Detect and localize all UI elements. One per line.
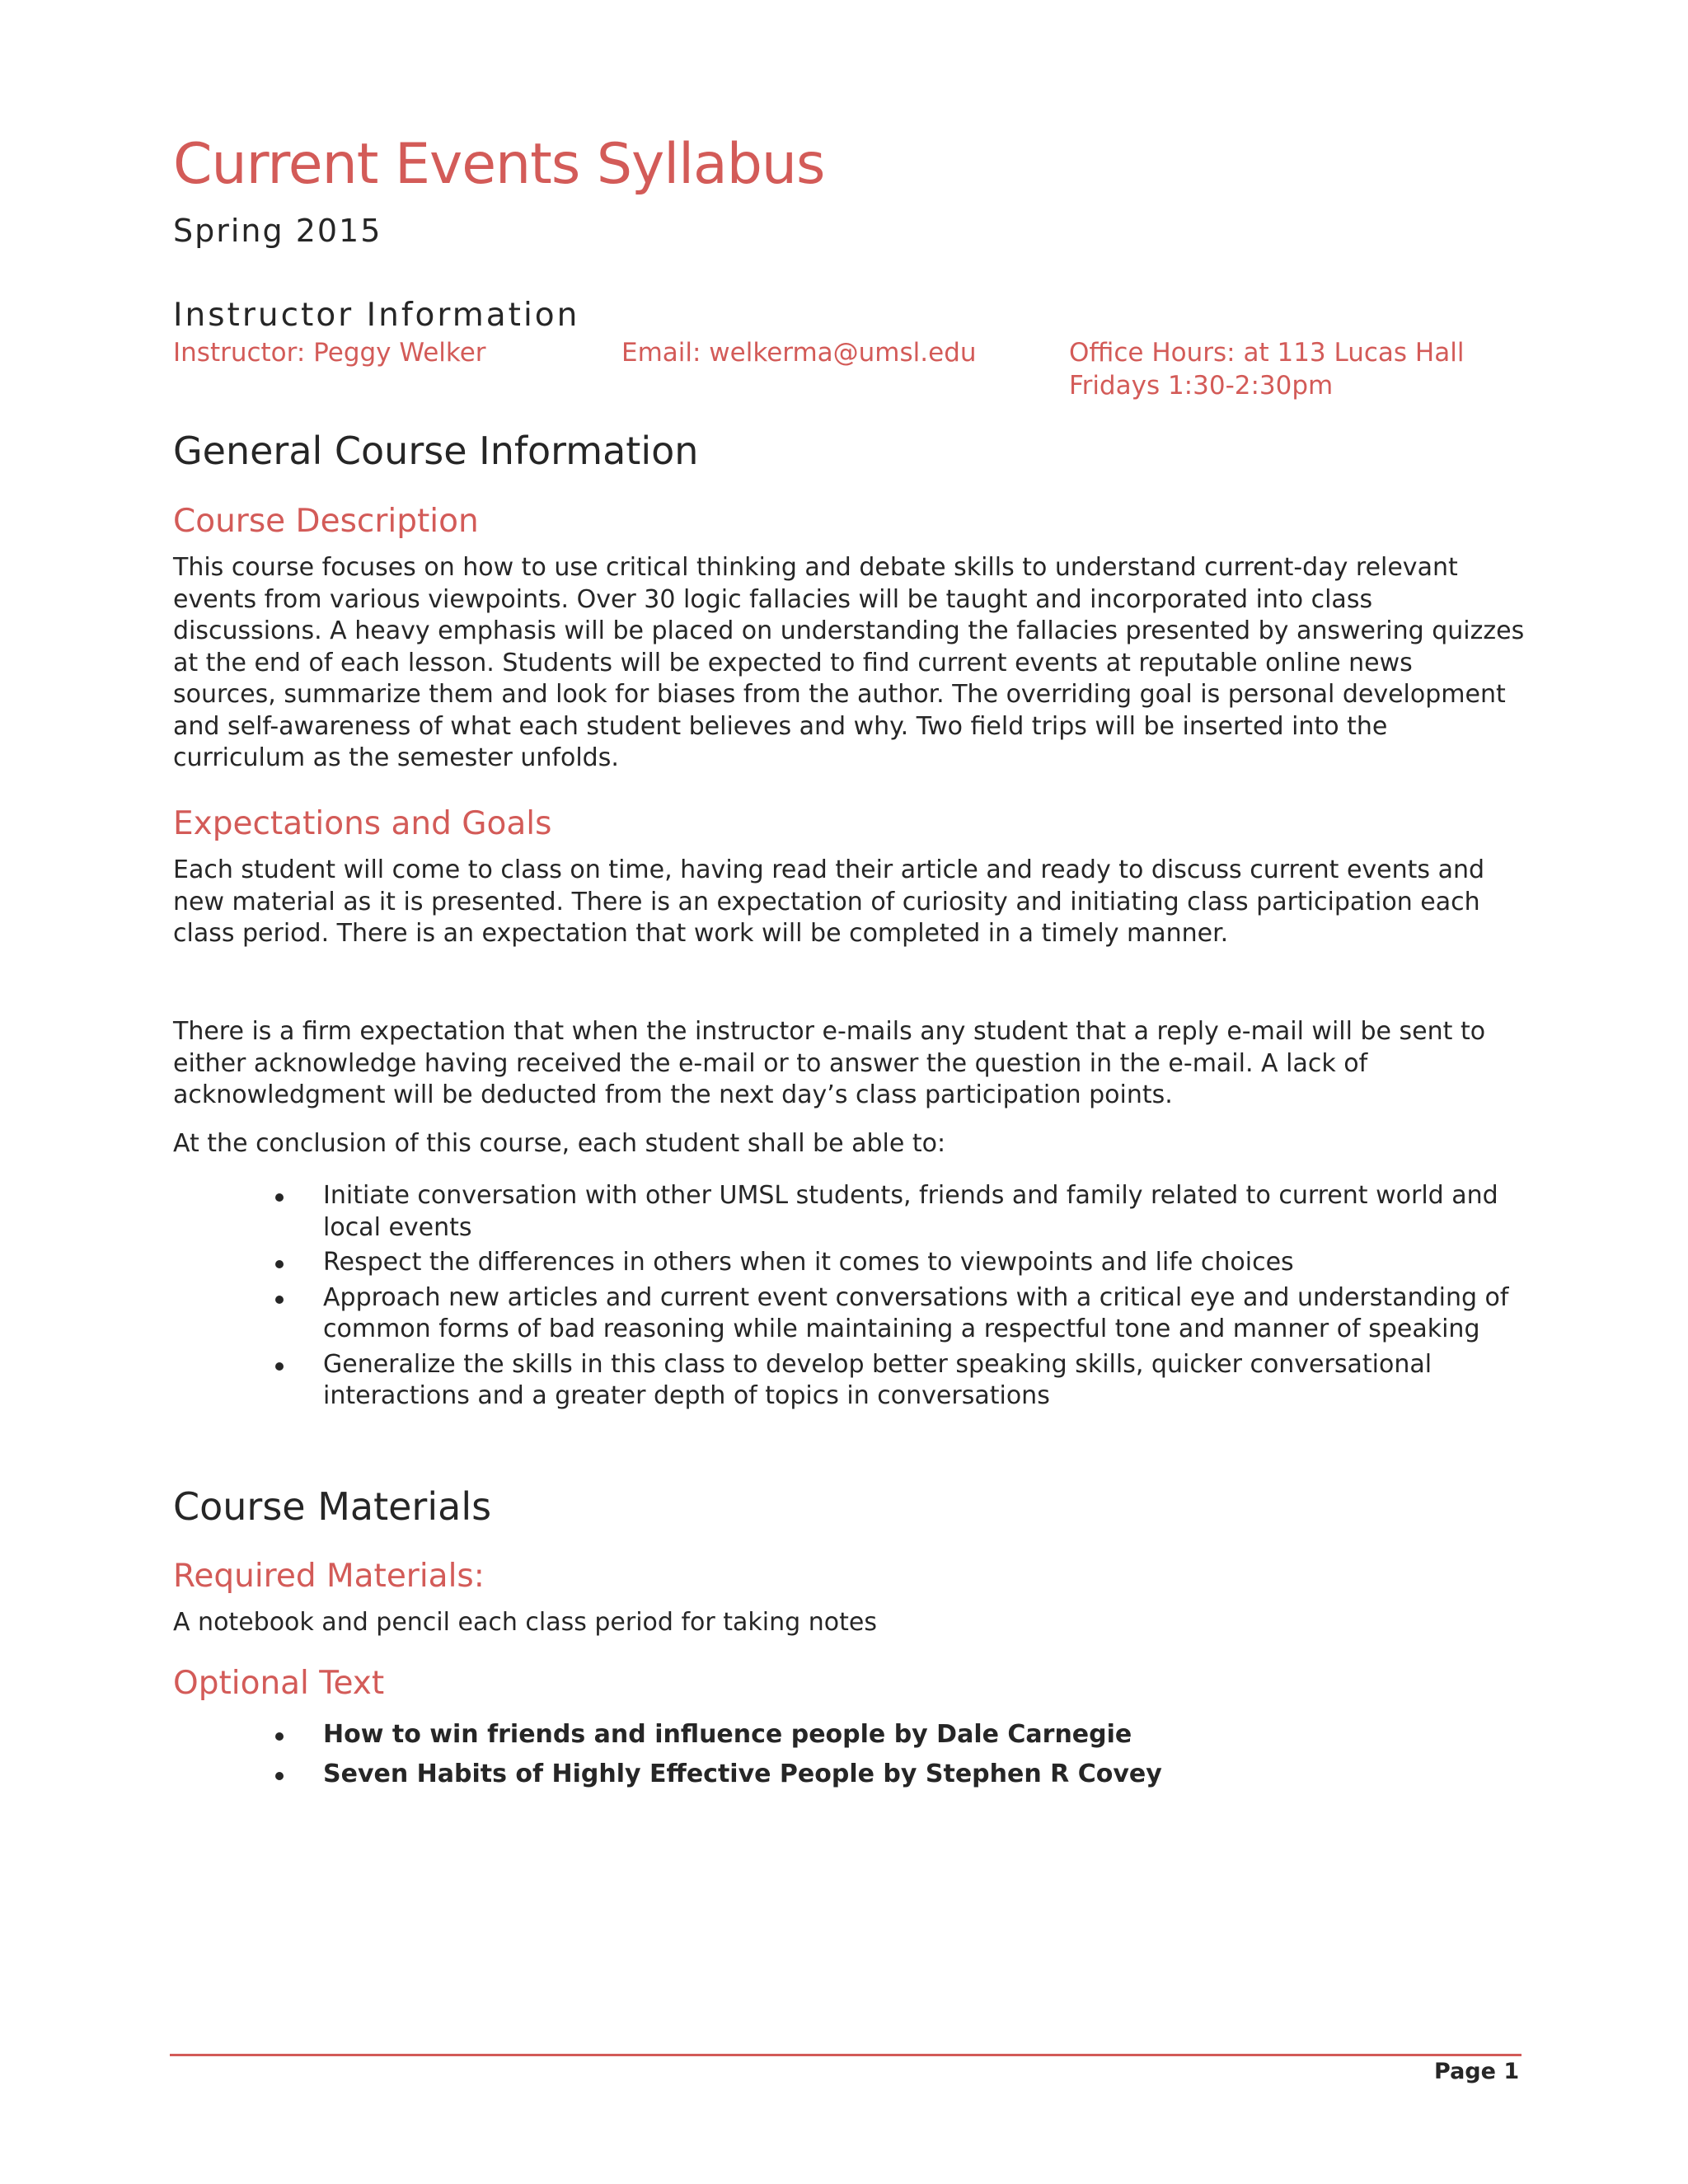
text-line: Approach new articles and current event conversations with a critical eye and understanding of	[323, 1282, 1509, 1312]
text-line: new material as it is presented. There is an expectation of curiosity and initiating class participation each	[173, 887, 1480, 916]
bullet-icon	[275, 1732, 284, 1741]
bullet-icon	[275, 1193, 284, 1202]
text-line: sources, summarize them and look for biases from the author. The overriding goal is personal development	[173, 680, 1506, 709]
expectations-paragraph-2	[173, 1016, 1525, 1112]
text-line: There is a firm expectation that when the instructor e-mails any student that a reply e-mail will be sent to	[173, 1017, 1486, 1046]
text-line: curriculum as the semester unfolds.	[173, 743, 619, 772]
text-line: Generalize the skills in this class to develop better speaking skills, quicker conversational	[323, 1349, 1432, 1379]
list-item	[272, 1180, 1508, 1244]
text-line: acknowledgment will be deducted from the next day’s class participation points.	[173, 1080, 1173, 1109]
learning-goals-list	[272, 1180, 1508, 1416]
book-title: How to win friends and influence people by Dale Carnegie	[323, 1720, 1132, 1749]
book-title: Seven Habits of Highly Effective People by Stephen R Covey	[323, 1759, 1162, 1788]
course-description-text	[173, 552, 1525, 775]
expectations-paragraph-1	[173, 855, 1525, 950]
list-item	[272, 1247, 1508, 1279]
required-materials-text	[173, 1607, 1525, 1639]
bullet-icon	[275, 1772, 284, 1780]
text-line: interactions and a greater depth of topics in conversations	[323, 1381, 1050, 1410]
instructor-email: Email: welkerma@umsl.edu	[621, 338, 977, 368]
instructor-info-heading: Instructor Information	[173, 297, 580, 334]
list-item	[272, 1759, 1162, 1791]
text-line: at the end of each lesson. Students will be expected to find current events at reputable online news	[173, 648, 1413, 677]
bullet-icon	[275, 1260, 284, 1268]
text-line: A notebook and pencil each class period for taking notes	[173, 1608, 877, 1637]
conclusion-intro	[173, 1128, 1525, 1160]
bullet-icon	[275, 1362, 284, 1371]
term-subtitle: Spring 2015	[173, 213, 382, 249]
text-line: Respect the differences in others when it comes to viewpoints and life choices	[323, 1248, 1294, 1277]
list-item	[272, 1719, 1162, 1751]
text-line: events from various viewpoints. Over 30 logic fallacies will be taught and incorporated into class	[173, 584, 1373, 614]
office-hours-time: Fridays 1:30-2:30pm	[1069, 371, 1334, 401]
optional-text-list	[272, 1719, 1162, 1797]
course-description-heading: Course Description	[173, 503, 479, 540]
list-item	[272, 1282, 1508, 1346]
text-line: This course focuses on how to use critical thinking and debate skills to understand current-day relevant	[173, 553, 1458, 582]
page-number: Page 1	[1434, 2059, 1520, 2084]
footer-divider	[170, 2054, 1522, 2056]
text-line: class period. There is an expectation that work will be completed in a timely manner.	[173, 919, 1229, 948]
expectations-heading: Expectations and Goals	[173, 805, 552, 842]
list-item	[272, 1349, 1508, 1413]
course-materials-heading: Course Materials	[173, 1484, 492, 1529]
bullet-icon	[275, 1296, 284, 1304]
instructor-name: Instructor: Peggy Welker	[173, 338, 486, 368]
text-line: At the conclusion of this course, each student shall be able to:	[173, 1129, 946, 1158]
text-line: either acknowledge having received the e-mail or to answer the question in the e-mail. A lack of	[173, 1048, 1368, 1078]
general-course-info-heading: General Course Information	[173, 429, 699, 473]
optional-text-heading: Optional Text	[173, 1665, 385, 1702]
text-line: and self-awareness of what each student believes and why. Two field trips will be inserted into the	[173, 711, 1388, 741]
office-hours-location: Office Hours: at 113 Lucas Hall	[1069, 338, 1465, 368]
text-line: Initiate conversation with other UMSL students, friends and family related to current world and	[323, 1181, 1498, 1210]
document-title: Current Events Syllabus	[173, 132, 825, 197]
text-line: Each student will come to class on time, having read their article and ready to discuss current events and	[173, 855, 1485, 884]
required-materials-heading: Required Materials:	[173, 1558, 485, 1595]
office-hours	[1069, 336, 1464, 402]
text-line: local events	[323, 1212, 472, 1242]
text-line: common forms of bad reasoning while maintaining a respectful tone and manner of speaking	[323, 1315, 1480, 1343]
text-line: discussions. A heavy emphasis will be placed on understanding the fallacies presented by answering quizzes	[173, 616, 1525, 645]
